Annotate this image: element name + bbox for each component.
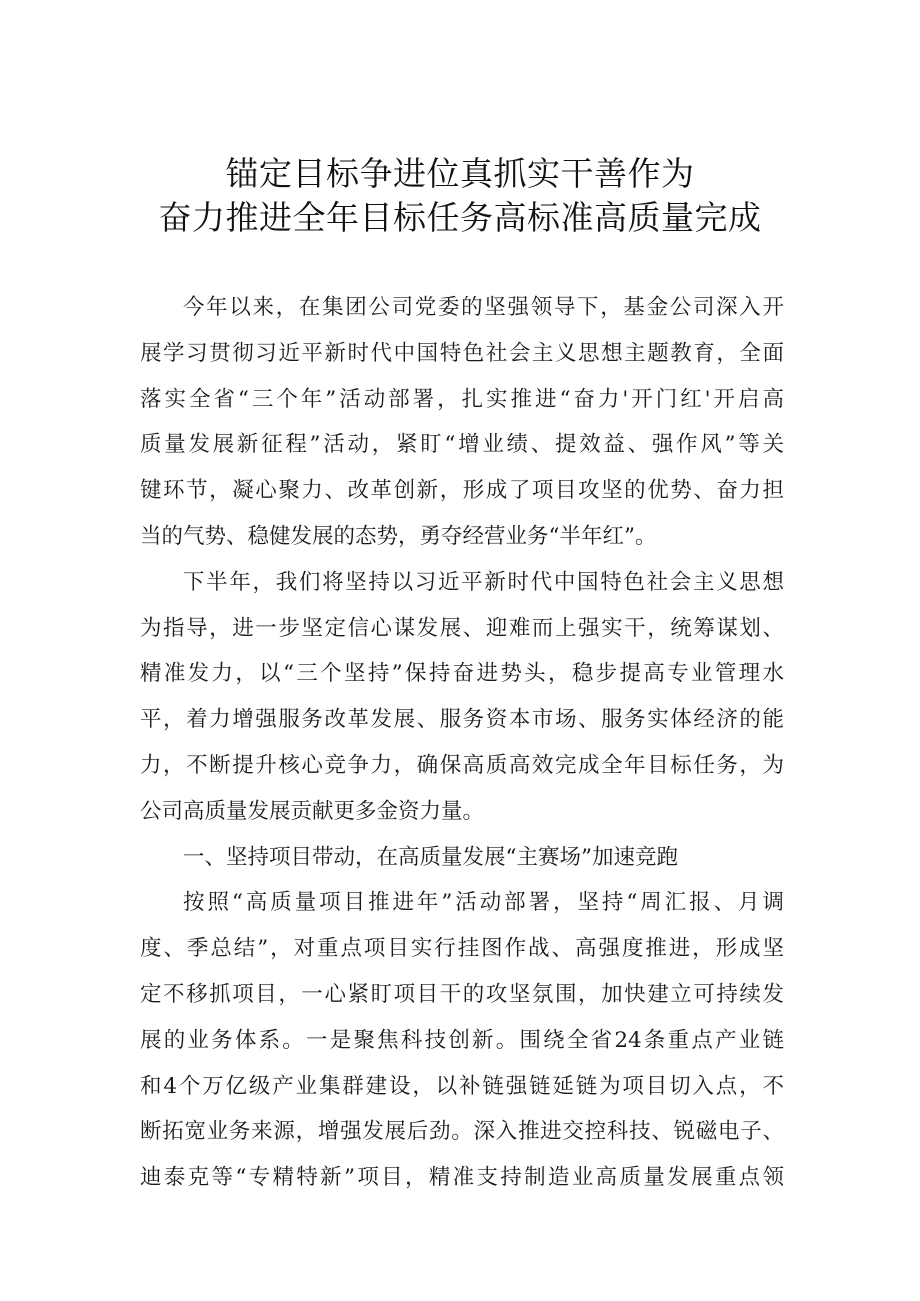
paragraph-line: 力，不断提升核心竞争力，确保高质高效完成全年目标任务，为: [140, 752, 784, 778]
paragraph-line: 迪泰克等“专精特新”项目，精准支持制造业高质量发展重点领: [140, 1165, 784, 1191]
paragraph-line: 度、季总结”，对重点项目实行挂图作战、高强度推进，形成坚: [140, 936, 784, 962]
section-heading: [140, 835, 784, 881]
paragraph-line: 为指导，进一步坚定信心谋发展、迎难而上强实干，统筹谋划、: [140, 615, 784, 641]
paragraph-line: 下半年，我们将坚持以习近平新时代中国特色社会主义思想: [183, 569, 784, 595]
paragraph: [140, 880, 784, 1201]
paragraph-line: 精准发力，以“三个坚持”保持奋进势头，稳步提高专业管理水: [140, 661, 784, 687]
paragraph-line: 展学习贯彻习近平新时代中国特色社会主义思想主题教育，全面: [140, 340, 784, 366]
paragraph: [140, 285, 784, 560]
document-body: [140, 285, 784, 1201]
paragraph-line: 质量发展新征程”活动，紧盯“增业绩、提效益、强作风”等关: [140, 432, 784, 458]
paragraph: [140, 560, 784, 835]
paragraph-line: 展的业务体系。一是聚焦科技创新。围绕全省24条重点产业链: [140, 1027, 784, 1053]
paragraph-line: 今年以来，在集团公司党委的坚强领导下，基金公司深入开: [183, 295, 784, 320]
section-heading-text: 一、坚持项目带动，在高质量发展“主赛场”加速竞跑: [183, 844, 678, 870]
paragraph-line: 落实全省“三个年”活动部署，扎实推进“奋力'开门红'开启高: [140, 386, 784, 412]
document-title-line-1: 锚定目标争进位真抓实干善作为: [225, 154, 695, 193]
paragraph-line: 定不移抓项目，一心紧盯项目干的攻坚氛围，加快建立可持续发: [140, 981, 784, 1007]
paragraph-line: 平，着力增强服务改革发展、服务资本市场、服务实体经济的能: [140, 707, 784, 733]
paragraph-line: 公司高质量发展贡献更多金资力量。: [140, 798, 485, 824]
paragraph-line: 和4个万亿级产业集群建设，以补链强链延链为项目切入点，不: [140, 1073, 784, 1099]
paragraph-line: 断拓宽业务来源，增强发展后劲。深入推进交控科技、锐磁电子、: [140, 1119, 784, 1145]
paragraph-line: 按照“高质量项目推进年”活动部署，坚持“周汇报、月调: [183, 890, 784, 916]
document-title-line-2: 奋力推进全年目标任务高标准高质量完成: [158, 198, 762, 237]
paragraph-line: 键环节，凝心聚力、改革创新，形成了项目攻坚的优势、奋力担: [140, 478, 784, 504]
paragraph-line: 当的气势、稳健发展的态势，勇夺经营业务“半年红”。: [140, 523, 657, 549]
